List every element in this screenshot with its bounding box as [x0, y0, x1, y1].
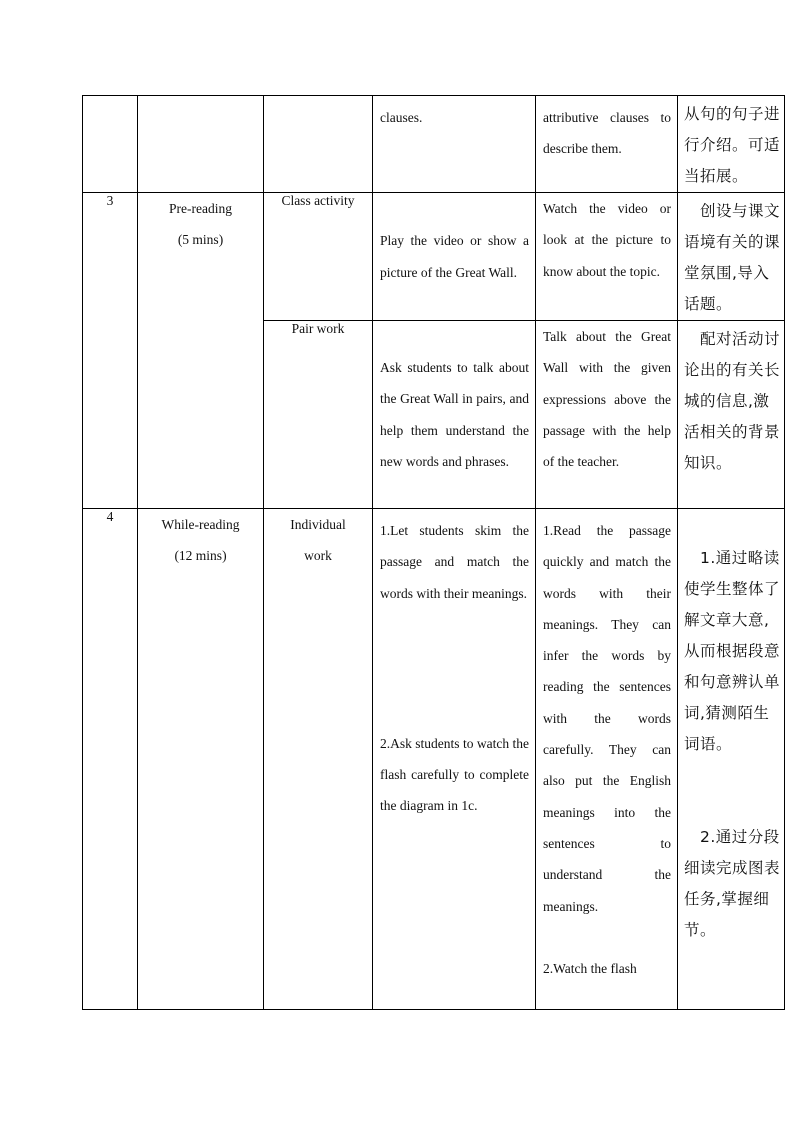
teacher-activity-cell — [373, 96, 536, 193]
step-number-cell — [83, 509, 138, 1010]
student-activity-step-2: 2.Watch the flash — [543, 960, 637, 976]
mode-cell — [264, 193, 373, 321]
teacher-activity-cell — [373, 321, 536, 509]
lesson-plan-table — [82, 95, 785, 1010]
student-activity-cell — [536, 96, 678, 193]
step-number-cell — [83, 96, 138, 193]
table-row — [83, 193, 785, 321]
student-activity-step-1: 1.Read the passage quickly and match the words with their meanings. They can infer the words by reading the sentences with the words carefully. They can also put the English meanings into the sentences to understand the meanings. — [543, 523, 671, 914]
mode-cell — [264, 509, 373, 1010]
table-row — [83, 509, 785, 1010]
student-activity-text: Watch the video or look at the picture to know about the topic. — [543, 201, 671, 279]
purpose-text: 配对活动讨论出的有关长城的信息,激活相关的背景知识。 — [684, 330, 781, 472]
stage-cell — [138, 96, 264, 193]
teacher-activity-text: clauses. — [380, 110, 423, 125]
stage-time: (5 mins) — [177, 232, 224, 247]
mode-label: work — [304, 548, 332, 563]
teacher-activity-cell — [373, 193, 536, 321]
mode-label: Individual — [290, 517, 346, 532]
mode-cell — [264, 321, 373, 509]
stage-name: While-reading — [161, 517, 240, 532]
student-activity-cell — [536, 321, 678, 509]
purpose-step-1: 1.通过略读使学生整体了解文章大意,从而根据段意和句意辨认单词,猜测陌生词语。 — [684, 549, 781, 753]
stage-cell — [138, 193, 264, 509]
stage-time: (12 mins) — [174, 548, 227, 563]
teacher-activity-text: Play the video or show a picture of the Great Wall. — [380, 233, 529, 280]
teacher-activity-step-1: 1.Let students skim the passage and match the words with their meanings. — [380, 523, 529, 601]
step-number: 4 — [106, 509, 114, 524]
step-number-cell — [83, 193, 138, 509]
purpose-text: 创设与课文语境有关的课堂氛围,导入话题。 — [684, 202, 781, 313]
purpose-cell — [678, 96, 785, 193]
mode-label: Pair work — [291, 321, 345, 336]
purpose-cell — [678, 193, 785, 321]
purpose-cell — [678, 321, 785, 509]
table-row — [83, 96, 785, 193]
teacher-activity-cell — [373, 509, 536, 1010]
teacher-activity-step-2: 2.Ask students to watch the flash carefully to complete the diagram in 1c. — [380, 735, 529, 814]
stage-cell — [138, 509, 264, 1010]
step-number: 3 — [106, 193, 114, 208]
stage-name: Pre-reading — [169, 201, 232, 216]
mode-label: Class activity — [281, 193, 355, 208]
student-activity-cell — [536, 509, 678, 1010]
mode-cell — [264, 96, 373, 193]
student-activity-text: Talk about the Great Wall with the given expressions above the passage with the help of the teacher. — [543, 329, 671, 470]
purpose-step-2: 2.通过分段细读完成图表任务,掌握细节。 — [684, 828, 781, 939]
student-activity-text: attributive clauses to describe them. — [543, 110, 671, 157]
teacher-activity-text: Ask students to talk about the Great Wall in pairs, and help them understand the new words and phrases. — [380, 359, 529, 469]
student-activity-cell — [536, 193, 678, 321]
purpose-cell — [678, 509, 785, 1010]
purpose-text: 从句的句子进行介绍。可适当拓展。 — [684, 105, 781, 185]
